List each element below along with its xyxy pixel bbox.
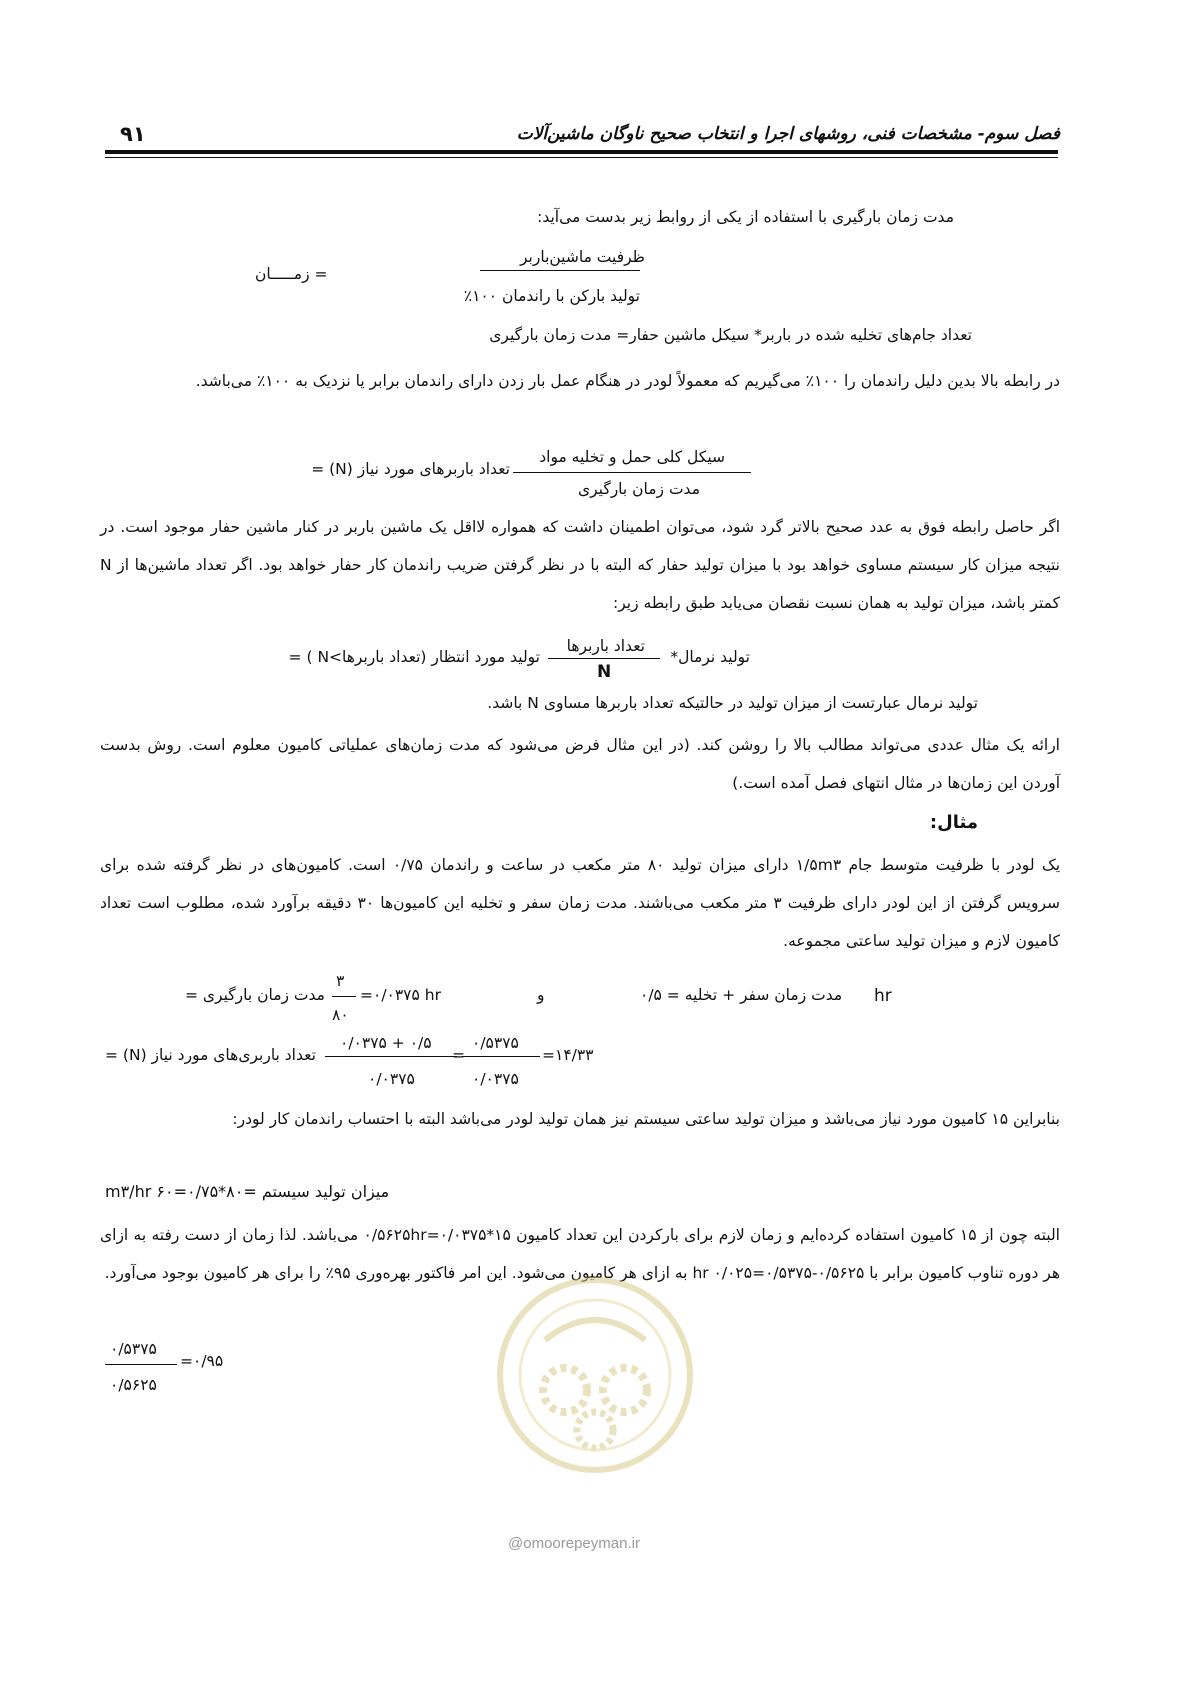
n-den2: ۰/۰۳۷۵ <box>472 1070 519 1088</box>
n-bar1 <box>325 1056 457 1057</box>
load-den: ۸۰ <box>332 1006 349 1024</box>
loading-intro: مدت زمان بارگیری با استفاده از یکی از روابط زیر بدست می‌آید: <box>537 208 954 226</box>
eff-num: ۰/۵۳۷۵ <box>110 1340 157 1358</box>
n-result: =۱۴/۳۳ <box>542 1046 594 1064</box>
and-word: و <box>537 986 545 1004</box>
n-bar2 <box>462 1056 540 1057</box>
load-num: ۳ <box>336 972 345 990</box>
prod-rhs: تولید نرمال* <box>670 648 750 666</box>
haulers-numerator: سیکل کلی حمل و تخلیه مواد <box>539 448 725 466</box>
para-result: بنابراین ۱۵ کامیون مورد نیاز می‌باشد و میزان تولید ساعتی سیستم نیز همان تولید لودر می‌باشد البته با احتساب راندمان کار لودر: <box>232 1110 1060 1128</box>
system-production: میزان تولید سیستم =۸۰*۰/۷۵=۶۰ m۳/hr <box>105 1182 390 1201</box>
header-rule-thin <box>105 157 1058 158</box>
load-lhs: مدت زمان بارگیری = <box>185 986 325 1004</box>
page-number: ۹۱ <box>120 122 146 146</box>
n-lhs: تعداد باربری‌های مورد نیاز (N) = <box>105 1046 316 1064</box>
eff-bar <box>105 1364 177 1365</box>
frac1-lhs: = زمـــــان <box>255 265 328 283</box>
travel-unit: hr <box>874 986 892 1006</box>
chapter-title: فصل سوم- مشخصات فنی، روشهای اجرا و انتخاب صحیح ناوگان ماشین‌آلات <box>516 124 1060 144</box>
watermark-site: @omoorepeyman.ir <box>508 1535 640 1552</box>
para-example-intro: ارائه یک مثال عددی می‌تواند مطالب بالا را روشن کند. (در این مثال فرض می‌شود که مدت زمان‌های عملیاتی کامیون معلوم است. روش بدست آوردن این زمان‌ها در مثال انتهای فصل آمده است.) <box>100 736 1060 792</box>
n-num2: ۰/۵۳۷۵ <box>472 1034 519 1052</box>
header-rule-thick <box>105 150 1058 154</box>
haulers-denominator: مدت زمان بارگیری <box>577 480 700 498</box>
normal-definition: تولید نرمال عبارتست از میزان تولید در حالتیکه تعداد باربرها مساوی N باشد. <box>487 694 978 712</box>
haulers-lhs: تعداد باربرهای مورد نیاز (N) = <box>311 460 510 478</box>
para-efficiency: در رابطه بالا بدین دلیل راندمان را ۱۰۰٪ می‌گیریم که معمولاً لودر در هنگام عمل بار زدن دارای راندمان برابر یا نزدیک به ۱۰۰٪ می‌باشد. <box>195 372 1060 390</box>
watermark-logo-icon <box>490 1245 700 1505</box>
n-den1: ۰/۰۳۷۵ <box>368 1070 415 1088</box>
eff-result: =۰/۹۵ <box>180 1352 224 1370</box>
load-rhs: =۰/۰۳۷۵ hr <box>360 986 441 1004</box>
prod-numerator: تعداد باربرها <box>566 637 645 655</box>
example-heading: مثال: <box>929 812 978 833</box>
eff-den: ۰/۵۶۲۵ <box>110 1376 157 1394</box>
para-haulers: اگر حاصل رابطه فوق به عدد صحیح بالاتر گرد شود، می‌توان اطمینان داشت که همواره لااقل یک ماشین باربر در کنار ماشین حفار موجود است. در نتیجه میزان کار سیستم مساوی خواهد بود با میزان تولید حفار که البته با در نظر گرفتن ضریب راندمان کار حفار خواهد بود. اگر تعداد ماشین‌ها از N کمتر باشد، میزان تولید به همان نسبت نقصان می‌یابد طبق رابطه زیر: <box>100 518 1060 612</box>
n-eq: = <box>452 1046 465 1064</box>
haulers-bar <box>513 472 751 473</box>
travel-time: مدت زمان سفر + تخلیه = ۰/۵ <box>640 986 843 1004</box>
n-num1: ۰/۰۳۷۵ + ۰/۵ <box>340 1034 432 1052</box>
para-example-statement: یک لودر با ظرفیت متوسط جام ۱/۵m۳ دارای میزان تولید ۸۰ متر مکعب در ساعت و راندمان ۰/۷۵ است. کامیون‌های در نظر گرفته شده برای سرویس گرفتن از این لودر دارای ظرفیت ۳ متر مکعب می‌باشند. مدت زمان سفر و تخلیه این کامیون‌ها ۳۰ دقیقه برآورد شده، مطلوب است تعداد کامیون لازم و میزان تولید ساعتی مجموعه. <box>100 856 1061 950</box>
frac1-numerator: ظرفیت ماشین‌باربر <box>520 248 645 266</box>
loading-formula2: تعداد جام‌های تخلیه شده در باربر* سیکل ماشین حفار= مدت زمان بارگیری <box>489 326 972 344</box>
load-bar <box>332 996 356 997</box>
frac1-denominator: تولید بارکن با راندمان ۱۰۰٪ <box>463 287 640 305</box>
prod-denominator: N <box>597 662 612 682</box>
frac1-bar <box>480 270 640 271</box>
para-efficiency-factor: البته چون از ۱۵ کامیون استفاده کرده‌ایم و زمان لازم برای بارکردن این تعداد کامیون ۰/۵۶۲۵hr=۰/۰۳۷۵*۱۵ می‌باشد. لذا زمان از دست رفته به ازای هر دوره تناوب کامیون برابر با hr ۰/۰۲۵=۰/۵۳۷۵-۰/۵۶۲۵ به ازای هر کامیون می‌شود. این امر فاکتور بهره‌وری ۹۵٪ را برای هر کامیون بوجود می‌آورد. <box>100 1226 1060 1282</box>
prod-lhs: تولید مورد انتظار (تعداد باربرها>N ) = <box>288 648 540 666</box>
prod-bar <box>548 658 660 659</box>
